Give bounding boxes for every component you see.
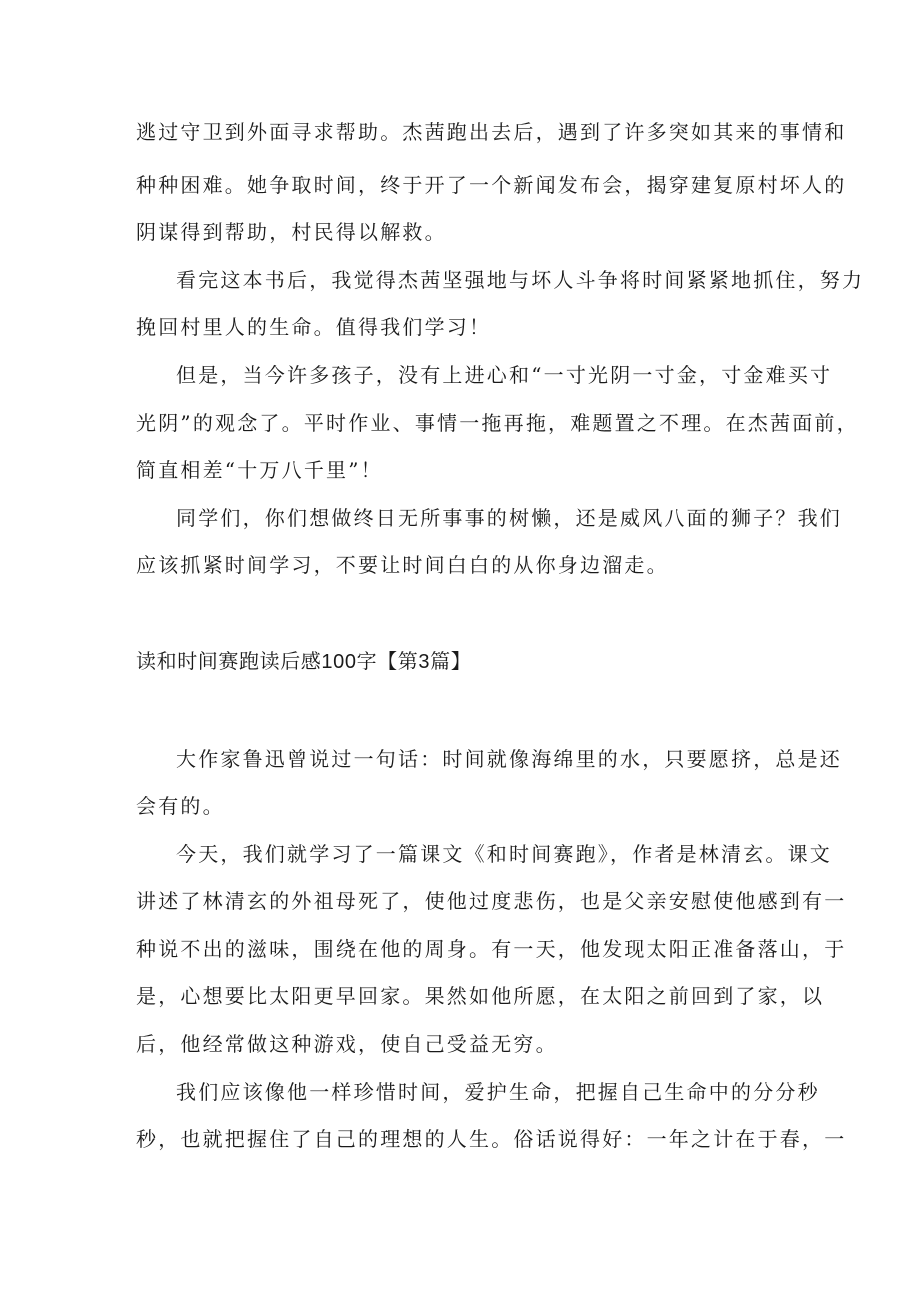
paragraph-line: 简直相差“十万八千里”！ xyxy=(136,458,383,482)
paragraph-line: 光阴”的观念了。平时作业、事情一拖再拖，难题置之不理。在杰茜面前， xyxy=(136,411,859,435)
paragraph-line: 种说不出的滋味，围绕在他的周身。有一天，他发现太阳正准备落山，于 xyxy=(136,937,847,961)
paragraph-line: 后，他经常做这种游戏，使自己受益无穷。 xyxy=(136,1032,558,1056)
paragraph-line: 应该抓紧时间学习，不要让时间白白的从你身边溜走。 xyxy=(136,553,669,577)
paragraph-line: 但是，当今许多孩子，没有上进心和“一寸光阴一寸金，寸金难买寸 xyxy=(176,363,833,387)
paragraph-line: 是，心想要比太阳更早回家。果然如他所愿，在太阳之前回到了家，以 xyxy=(136,984,825,1008)
paragraph-line: 今天，我们就学习了一篇课文《和时间赛跑》，作者是林清玄。课文 xyxy=(176,842,832,866)
paragraph-line: 阴谋得到帮助，村民得以解救。 xyxy=(136,220,447,244)
paragraph-line: 种种困难。她争取时间，终于开了一个新闻发布会，揭穿建复原村坏人的 xyxy=(136,173,847,197)
paragraph-line: 同学们，你们想做终日无所事事的树懒，还是威风八面的狮子？我们 xyxy=(176,506,842,530)
paragraph-line: 挽回村里人的生命。值得我们学习！ xyxy=(136,315,492,339)
paragraph-line: 逃过守卫到外面寻求帮助。杰茜跑出去后，遇到了许多突如其来的事情和 xyxy=(136,120,847,144)
paragraph-line: 看完这本书后，我觉得杰茜坚强地与坏人斗争将时间紧紧地抓住，努力 xyxy=(176,268,865,292)
paragraph-line: 大作家鲁迅曾说过一句话：时间就像海绵里的水，只要愿挤，总是还 xyxy=(176,747,842,771)
paragraph-line: 讲述了林清玄的外祖母死了，使他过度悲伤，也是父亲安慰使他感到有一 xyxy=(136,889,847,913)
paragraph-line: 会有的。 xyxy=(136,794,225,818)
paragraph-line: 我们应该像他一样珍惜时间，爱护生命，把握自己生命中的分分秒 xyxy=(176,1080,820,1104)
paragraph-line: 秒，也就把握住了自己的理想的人生。俗话说得好：一年之计在于春，一 xyxy=(136,1127,847,1151)
section-heading: 读和时间赛跑读后感100字【第3篇】 xyxy=(136,651,472,673)
